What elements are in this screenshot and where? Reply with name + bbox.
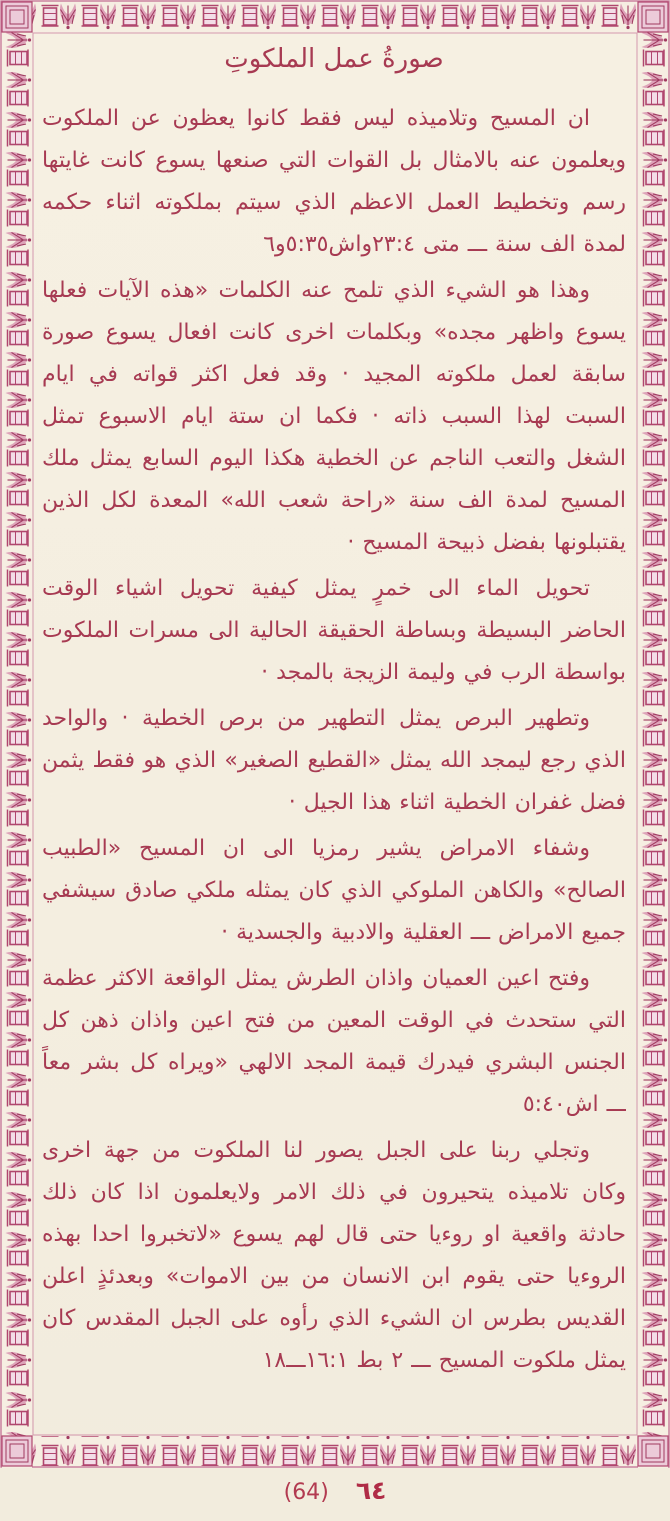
page-body bbox=[42, 36, 626, 1431]
page-number-western: (64) bbox=[283, 1480, 329, 1505]
paragraph-6: وفتح اعين العميان واذان الطرش يمثل الواقعة الاكثر عظمة التي ستحدث في الوقت المعين من فتح اعين واذان ذهن كل الجنس البشري فيدرك قيمة المجد الالهي «ويراه كل بشر معاً ـــ اش٥:٤٠ bbox=[42, 966, 626, 1117]
paragraph-3: تحويل الماء الى خمرٍ يمثل كيفية تحويل اشياء الوقت الحاضر البسيطة وبساطة الحقيقة الحالية الى مسرات الملكوت بواسطة الرب في وليمة الزيجة بالمجد · bbox=[42, 576, 626, 685]
paragraph-1: ان المسيح وتلاميذه ليس فقط كانوا يعظون عن الملكوت ويعلمون عنه بالامثال بل القوات التي صنعها يسوع كانت غايتها رسم وتخطيط العمل الاعظم الذي سيتم بملكوته اثناء حكمه لمدة الف سنة ـــ متى ٢٣:٤واش٥:٣٥و٦ bbox=[42, 106, 626, 257]
page-number-arabic: ٦٤ bbox=[355, 1476, 387, 1505]
paragraph-7: وتجلي ربنا على الجبل يصور لنا الملكوت من جهة اخرى وكان تلاميذه يتحيرون في ذلك الامر ولايعلمون اذا كان ذلك حادثة واقعية او روءيا حتى قال لهم يسوع «لاتخبروا احدا بهذه الروءيا حتى يقوم ابن الانسان من بين الاموات» وبعدئذٍ اعلن القديس بطرس ان الشيء الذي رأوه على الجبل المقدس كان يمثل ملكوت المسيح ـــ ٢ بط ١٦:١ـــ١٨ bbox=[42, 1138, 626, 1373]
paragraph-2: وهذا هو الشيء الذي تلمح عنه الكلمات «هذه الآيات فعلها يسوع واظهر مجده» وبكلمات اخرى كانت افعال يسوع صورة سابقة لعمل ملكوته المجيد · وقد فعل اكثر قواته في ايام السبت لهذا السبب ذاته · فكما ان ستة ايام الاسبوع تمثل الشغل والتعب الناجم عن الخطية هكذا اليوم السابع يمثل ملك المسيح لمدة الف سنة «راحة شعب الله» المعدة لكل الذين يقتبلونها بفضل ذبيحة المسيح · bbox=[42, 278, 626, 555]
paragraph-4: وتطهير البرص يمثل التطهير من برص الخطية · والواحد الذي رجع ليمجد الله يمثل «القطيع الصغير» الذي هو فقط يثمن فضل غفران الخطية اثناء هذا الجيل · bbox=[42, 706, 626, 815]
paragraph-5: وشفاء الامراض يشير رمزيا الى ان المسيح «الطبيب الصالح» والكاهن الملوكي الذي كان يمثله ملكي صادق سيشفي جميع الامراض ـــ العقلية والادبية والجسدية · bbox=[42, 836, 626, 945]
page-title: صورةُ عمل الملكوتِ bbox=[224, 44, 444, 74]
page-footer bbox=[0, 1476, 670, 1505]
